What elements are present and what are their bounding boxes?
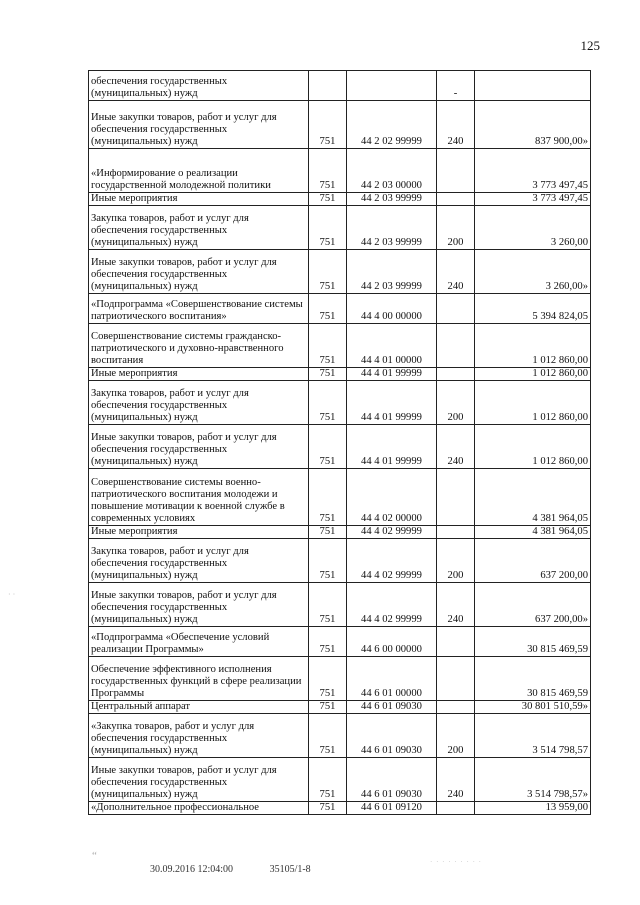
cell-amount: 3 514 798,57 bbox=[475, 714, 591, 758]
cell-type: 200 bbox=[437, 714, 475, 758]
cell-name: Иные закупки товаров, работ и услуг для обеспечения государственных (муниципальных) нужд bbox=[89, 250, 309, 294]
cell-type: 240 bbox=[437, 758, 475, 802]
cell-code: 751 bbox=[309, 324, 347, 368]
cell-csr: 44 4 01 99999 bbox=[347, 381, 437, 425]
table-row bbox=[89, 250, 591, 294]
cell-name: Иные мероприятия bbox=[89, 193, 309, 206]
cell-csr: 44 4 02 99999 bbox=[347, 583, 437, 627]
table-row bbox=[89, 539, 591, 583]
cell-code: 751 bbox=[309, 802, 347, 815]
cell-csr: 44 4 01 99999 bbox=[347, 425, 437, 469]
table-row bbox=[89, 425, 591, 469]
cell-name: Закупка товаров, работ и услуг для обеспечения государственных (муниципальных) нужд bbox=[89, 206, 309, 250]
cell-amount: 5 394 824,05 bbox=[475, 294, 591, 324]
table-row bbox=[89, 294, 591, 324]
cell-code: 751 bbox=[309, 758, 347, 802]
footer-date: 30.09.2016 12:04:00 bbox=[150, 864, 234, 875]
cell-type bbox=[437, 469, 475, 526]
cell-name: Иные закупки товаров, работ и услуг для обеспечения государственных (муниципальных) нужд bbox=[89, 425, 309, 469]
page-number: 125 bbox=[580, 38, 600, 53]
cell-amount: 4 381 964,05 bbox=[475, 469, 591, 526]
cell-code: 751 bbox=[309, 526, 347, 539]
cell-csr: 44 4 02 00000 bbox=[347, 469, 437, 526]
cell-amount: 30 815 469,59 bbox=[475, 627, 591, 657]
cell-type bbox=[437, 324, 475, 368]
cell-amount: 1 012 860,00 bbox=[475, 324, 591, 368]
cell-amount: 837 900,00» bbox=[475, 101, 591, 149]
table-row bbox=[89, 193, 591, 206]
table-row bbox=[89, 324, 591, 368]
cell-code: 751 bbox=[309, 193, 347, 206]
cell-csr: 44 2 02 99999 bbox=[347, 101, 437, 149]
cell-name: «Дополнительное профессиональное bbox=[89, 802, 309, 815]
cell-code: 751 bbox=[309, 381, 347, 425]
cell-csr: 44 4 01 99999 bbox=[347, 368, 437, 381]
cell-code: 751 bbox=[309, 206, 347, 250]
footer bbox=[150, 864, 345, 875]
faint-stamp: · · · · · · · · · bbox=[430, 858, 482, 866]
cell-name: Закупка товаров, работ и услуг для обеспечения государственных (муниципальных) нужд bbox=[89, 539, 309, 583]
cell-csr: 44 4 02 99999 bbox=[347, 526, 437, 539]
budget-table bbox=[88, 70, 591, 815]
cell-amount: 1 012 860,00 bbox=[475, 381, 591, 425]
cell-amount bbox=[475, 71, 591, 101]
cell-amount: 30 801 510,59» bbox=[475, 701, 591, 714]
cell-type: 200 bbox=[437, 206, 475, 250]
cell-name: Иные закупки товаров, работ и услуг для обеспечения государственных (муниципальных) нужд bbox=[89, 758, 309, 802]
cell-type bbox=[437, 368, 475, 381]
cell-name: Иные мероприятия bbox=[89, 368, 309, 381]
cell-csr: 44 6 01 09030 bbox=[347, 758, 437, 802]
cell-csr: 44 6 01 09120 bbox=[347, 802, 437, 815]
cell-type: 240 bbox=[437, 101, 475, 149]
cell-code bbox=[309, 71, 347, 101]
cell-type: - bbox=[437, 71, 475, 101]
table-row bbox=[89, 469, 591, 526]
cell-csr: 44 6 01 09030 bbox=[347, 701, 437, 714]
cell-name: обеспечения государственных (муниципальных) нужд bbox=[89, 71, 309, 101]
cell-type bbox=[437, 802, 475, 815]
corner-mark: “ bbox=[92, 850, 97, 862]
table-row bbox=[89, 627, 591, 657]
cell-type: 240 bbox=[437, 583, 475, 627]
table-row bbox=[89, 368, 591, 381]
cell-name: Иные мероприятия bbox=[89, 526, 309, 539]
table-row bbox=[89, 526, 591, 539]
cell-type: 240 bbox=[437, 250, 475, 294]
table-row bbox=[89, 206, 591, 250]
table-row bbox=[89, 149, 591, 193]
cell-type: 200 bbox=[437, 381, 475, 425]
budget-table-body bbox=[89, 71, 591, 815]
table-row bbox=[89, 802, 591, 815]
cell-amount: 3 773 497,45 bbox=[475, 149, 591, 193]
cell-name: Обеспечение эффективного исполнения государственных функций в сфере реализации Программы bbox=[89, 657, 309, 701]
table-row bbox=[89, 657, 591, 701]
cell-name: Иные закупки товаров, работ и услуг для обеспечения государственных (муниципальных) нужд bbox=[89, 583, 309, 627]
cell-amount: 637 200,00» bbox=[475, 583, 591, 627]
cell-code: 751 bbox=[309, 294, 347, 324]
cell-csr: 44 6 00 00000 bbox=[347, 627, 437, 657]
cell-code: 751 bbox=[309, 714, 347, 758]
footer-doc-id: 35105/1-8 bbox=[269, 864, 311, 875]
cell-type bbox=[437, 526, 475, 539]
table-row bbox=[89, 583, 591, 627]
cell-type bbox=[437, 193, 475, 206]
cell-csr: 44 4 02 99999 bbox=[347, 539, 437, 583]
cell-amount: 4 381 964,05 bbox=[475, 526, 591, 539]
cell-csr bbox=[347, 71, 437, 101]
cell-amount: 1 012 860,00 bbox=[475, 368, 591, 381]
cell-code: 751 bbox=[309, 657, 347, 701]
cell-name: «Подпрограмма «Совершенствование системы патриотического воспитания» bbox=[89, 294, 309, 324]
cell-name: Совершенствование системы гражданско-патриотического и духовно-нравственного воспитания bbox=[89, 324, 309, 368]
table-row bbox=[89, 381, 591, 425]
cell-csr: 44 2 03 99999 bbox=[347, 250, 437, 294]
cell-code: 751 bbox=[309, 368, 347, 381]
cell-code: 751 bbox=[309, 583, 347, 627]
cell-amount: 13 959,00 bbox=[475, 802, 591, 815]
cell-code: 751 bbox=[309, 539, 347, 583]
cell-amount: 1 012 860,00 bbox=[475, 425, 591, 469]
cell-csr: 44 6 01 00000 bbox=[347, 657, 437, 701]
cell-amount: 3 514 798,57» bbox=[475, 758, 591, 802]
table-row bbox=[89, 701, 591, 714]
cell-amount: 3 260,00 bbox=[475, 206, 591, 250]
cell-amount: 3 773 497,45 bbox=[475, 193, 591, 206]
cell-name: «Информирование о реализации государственной молодежной политики bbox=[89, 149, 309, 193]
cell-code: 751 bbox=[309, 469, 347, 526]
cell-type bbox=[437, 627, 475, 657]
cell-code: 751 bbox=[309, 101, 347, 149]
cell-code: 751 bbox=[309, 425, 347, 469]
cell-type bbox=[437, 701, 475, 714]
cell-amount: 3 260,00» bbox=[475, 250, 591, 294]
cell-code: 751 bbox=[309, 250, 347, 294]
cell-type: 240 bbox=[437, 425, 475, 469]
cell-type bbox=[437, 657, 475, 701]
cell-csr: 44 2 03 99999 bbox=[347, 193, 437, 206]
cell-name: Совершенствование системы военно-патриотического воспитания молодежи и повышение мотивации к военной службе в современных условиях bbox=[89, 469, 309, 526]
cell-csr: 44 4 01 00000 bbox=[347, 324, 437, 368]
cell-name: Центральный аппарат bbox=[89, 701, 309, 714]
table-row bbox=[89, 101, 591, 149]
cell-csr: 44 2 03 99999 bbox=[347, 206, 437, 250]
cell-name: Закупка товаров, работ и услуг для обеспечения государственных (муниципальных) нужд bbox=[89, 381, 309, 425]
table-row bbox=[89, 71, 591, 101]
cell-type bbox=[437, 149, 475, 193]
table-row bbox=[89, 714, 591, 758]
margin-marks: · · bbox=[8, 590, 16, 599]
cell-csr: 44 2 03 00000 bbox=[347, 149, 437, 193]
cell-csr: 44 4 00 00000 bbox=[347, 294, 437, 324]
cell-amount: 30 815 469,59 bbox=[475, 657, 591, 701]
cell-name: «Закупка товаров, работ и услуг для обеспечения государственных (муниципальных) нужд bbox=[89, 714, 309, 758]
cell-type bbox=[437, 294, 475, 324]
cell-code: 751 bbox=[309, 149, 347, 193]
cell-name: Иные закупки товаров, работ и услуг для обеспечения государственных (муниципальных) нужд bbox=[89, 101, 309, 149]
cell-code: 751 bbox=[309, 627, 347, 657]
cell-name: «Подпрограмма «Обеспечение условий реализации Программы» bbox=[89, 627, 309, 657]
cell-amount: 637 200,00 bbox=[475, 539, 591, 583]
cell-type: 200 bbox=[437, 539, 475, 583]
cell-code: 751 bbox=[309, 701, 347, 714]
cell-csr: 44 6 01 09030 bbox=[347, 714, 437, 758]
table-row bbox=[89, 758, 591, 802]
